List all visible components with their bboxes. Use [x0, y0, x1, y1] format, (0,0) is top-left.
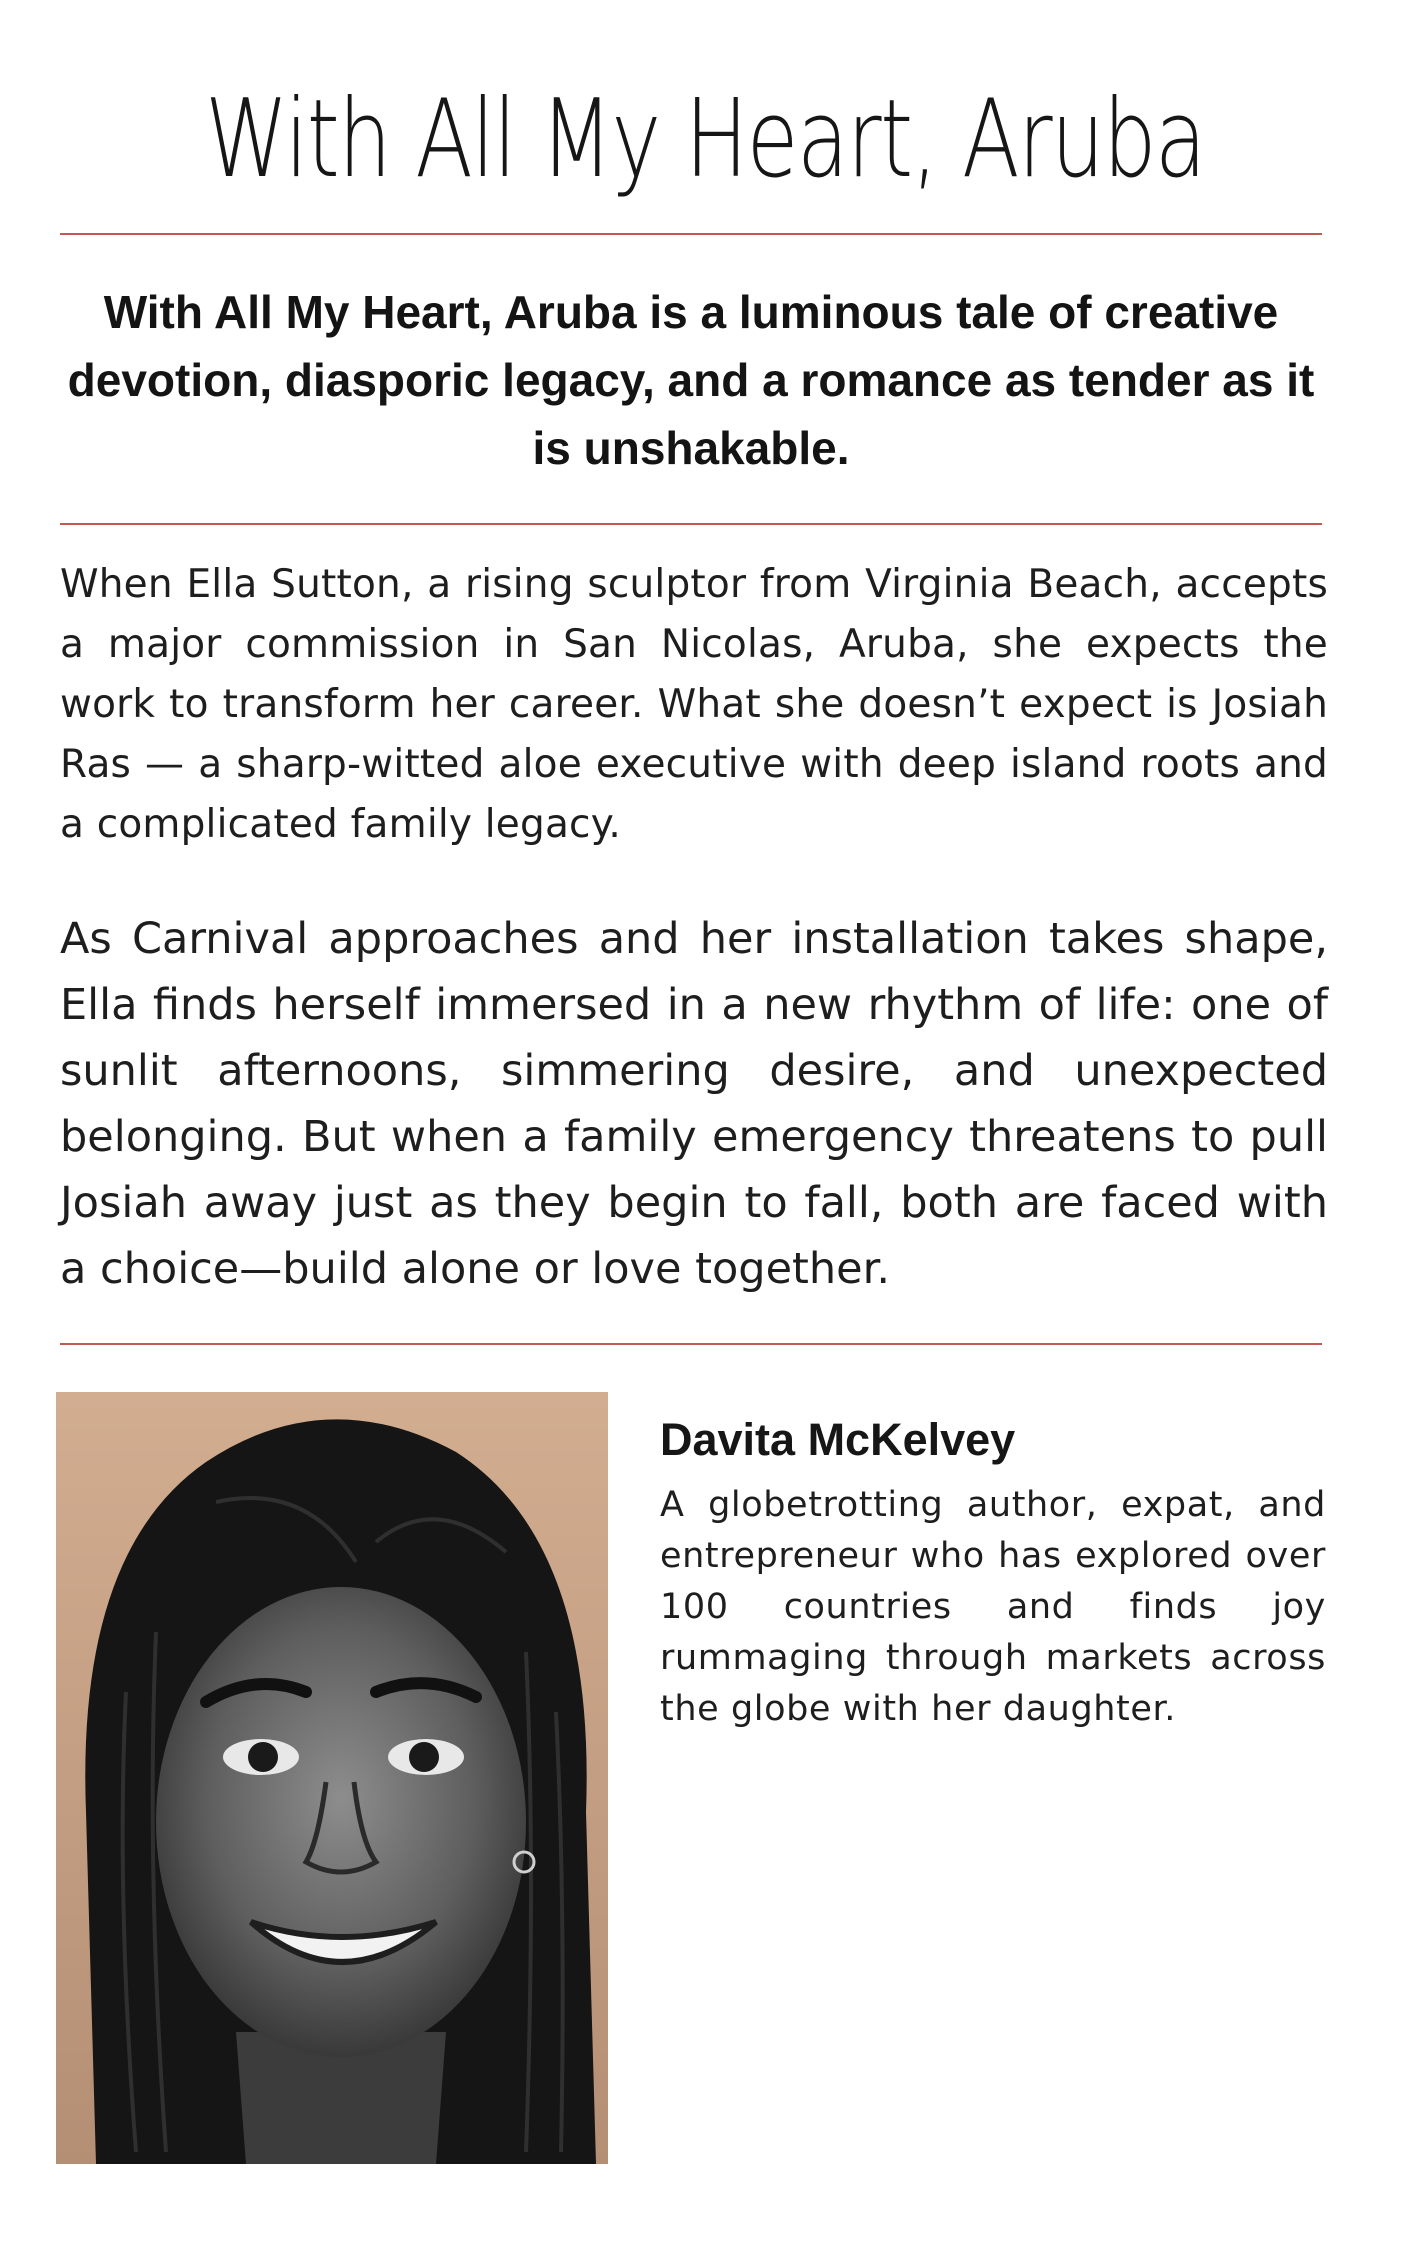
blurb-paragraph-2: As Carnival approaches and her installation takes shape, Ella finds herself immersed in a new rhythm of life: one of sunlit afternoons, simmering desire, and unexpected belonging. But when a family emergency threatens to pull Josiah away just as they begin to fall, both are faced with a choice—build alone or love together. [60, 914, 1328, 1294]
author-name: Davita McKelvey [660, 1414, 1016, 1465]
author-portrait-image [56, 1392, 608, 2164]
book-title: With All My Heart, Aruba [205, 77, 1205, 202]
divider-rule-top [60, 233, 1322, 235]
book-tagline: With All My Heart, Aruba is a luminous tale of creative devotion, diasporic legacy, and a romance as tender as it is unshakable. [67, 286, 1315, 474]
divider-rule-bottom [60, 1343, 1322, 1345]
author-bio: A globetrotting author, expat, and entrepreneur who has explored over 100 countries and finds joy rummaging through markets across the globe with her daughter. [660, 1485, 1326, 1729]
author-photo [56, 1392, 608, 2164]
blurb-paragraph-1: When Ella Sutton, a rising sculptor from Virginia Beach, accepts a major commission in San Nicolas, Aruba, she expects the work to transform her career. What she doesn’t expect is Josiah Ras — a sharp-witted aloe executive with deep island roots and a complicated family legacy. [60, 562, 1328, 847]
divider-rule-middle [60, 523, 1322, 525]
